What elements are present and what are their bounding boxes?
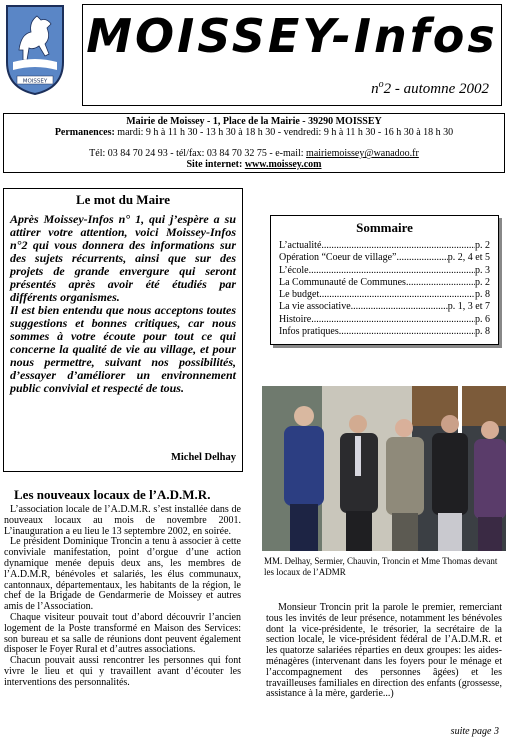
article-paragraph: Chaque visiteur pouvait tout d’abord découvrir l’ancien logement de la Poste transformé en Maison des Services: son bureau et sa salle de réunions dont peuvent également disposer le Foyer Rural et d’autres associations. [4, 611, 241, 656]
issue-number: $n^o2$ - automne 2002 [371, 79, 489, 97]
website: Site internet: www.moissey.com [186, 159, 322, 170]
opening-hours: Permanences: mardi: 9 h à 11 h 30 - 13 h 30 à 18 h 30 - vendredi: 9 h à 11 h 30 - 16 h 30 à 18 h 30 [54, 127, 454, 138]
mairie-address: Mairie de Moissey - 1, Place de la Mairie - 39290 MOISSEY [126, 116, 382, 127]
toc-title: Sommaire [356, 220, 413, 235]
article-paragraph: Le président Dominique Troncin a tenu à associer à cette conviviale manifestation, point d’orgue d’une action dynamique menée depuis deux ans, les membres de l’A.D.M.R, bénévoles et salariés, les élus communaux, cantonnaux, départementaux, les habitants de la région, le chef de la Brigade de Gendarmerie de Moissey et autres amis de l’Association. [4, 536, 241, 613]
contact-box [3, 113, 505, 173]
toc-list [279, 240, 490, 338]
article-body-right [266, 603, 502, 700]
article-paragraph: Chacun pouvait aussi rencontrer les personnes qui font vivre le lieu et qui y travaillent avant d’écouter les interventions des personnalités. [4, 655, 241, 688]
article-body-left [4, 505, 241, 689]
mayor-paragraph: Il est bien entendu que nous acceptons toutes suggestions et bonnes critiques, car nous sommes à votre écoute pour tout ce qui concerne la qualité de vie au village, et pour nous permettre, suivant nos possibilités, d’essayer d’améliorer un environnement public convivial et respecté de tous. [10, 303, 236, 395]
toc-item[interactable]: L’actualité ..... p. 2 [279, 240, 490, 252]
mayor-message-box [3, 188, 243, 472]
town-crest [5, 4, 65, 96]
group-photo [262, 386, 506, 551]
crest-label: MOISSEY [22, 78, 48, 85]
article-title: Les nouveaux locaux de l’A.D.M.R. [14, 487, 211, 502]
mayor-signature: Michel Delhay [170, 452, 236, 463]
mayor-message-text [10, 213, 236, 395]
toc-item[interactable]: Opération “Coeur de village” ..... p. 2, 4 et 5 [279, 252, 490, 264]
article-paragraph: L’association locale de l’A.D.M.R. s’est installée dans de nouveaux locaux au mois de novembre 2001. L’inauguration a eu lieu le 13 septembre 2002, en soirée. [4, 504, 241, 537]
toc-item[interactable]: Histoire ..... p. 6 [279, 314, 490, 326]
newsletter-title: MOISSEY-Infos [86, 9, 498, 63]
masthead [82, 4, 502, 106]
continued-note: suite page 3 [450, 726, 499, 737]
website-link[interactable]: www.moissey.com [244, 159, 322, 170]
toc-item[interactable]: Le budget ..... p. 8 [279, 289, 490, 301]
mayor-paragraph: Après Moissey-Infos n° 1, qui j’espère a su attirer votre attention, voici Moissey-Infos n°2 qui vous donnera des informations sur des sujets récurrents, ainsi que sur des projets de grande envergure qui seront présentés après avoir été étudiés par différents organismes. [10, 212, 236, 304]
toc-item[interactable]: La Communauté de Communes ..... p. 2 [279, 277, 490, 289]
article-paragraph: Monsieur Troncin prit la parole le premier, remerciant tous les invités de leur présence, notamment les bénévoles dont la vice-présidente, le trésorier, la secrétaire de la section locale, le vice-président fédéral de l’A.D.M.R. et les quatorze salariées réparties en deux groupes: les aides-ménagères (intervenant dans les foyers pour le ménage et l’accompagnement des personnes âgées) et les travailleuses familiales en direction des enfants (grossesse, assistance à la mère, garderie...) [266, 602, 502, 700]
toc-item[interactable]: Infos pratiques ..... p. 8 [279, 326, 490, 338]
phone-email: Tél: 03 84 70 24 93 - tél/fax: 03 84 70 32 75 - e-mail: mairiemoissey@wanadoo.fr [89, 148, 419, 159]
toc-item[interactable]: La vie associative ..... p. 1, 3 et 7 [279, 301, 490, 313]
photo-caption: MM. Delhay, Sermier, Chauvin, Troncin et Mme Thomas devant les locaux de l’ADMR [264, 556, 498, 577]
mayor-message-title: Le mot du Maire [76, 192, 170, 207]
table-of-contents [270, 215, 499, 345]
toc-item[interactable]: L’école ..... p. 3 [279, 265, 490, 277]
email-link[interactable]: mairiemoissey@wanadoo.fr [306, 148, 419, 159]
